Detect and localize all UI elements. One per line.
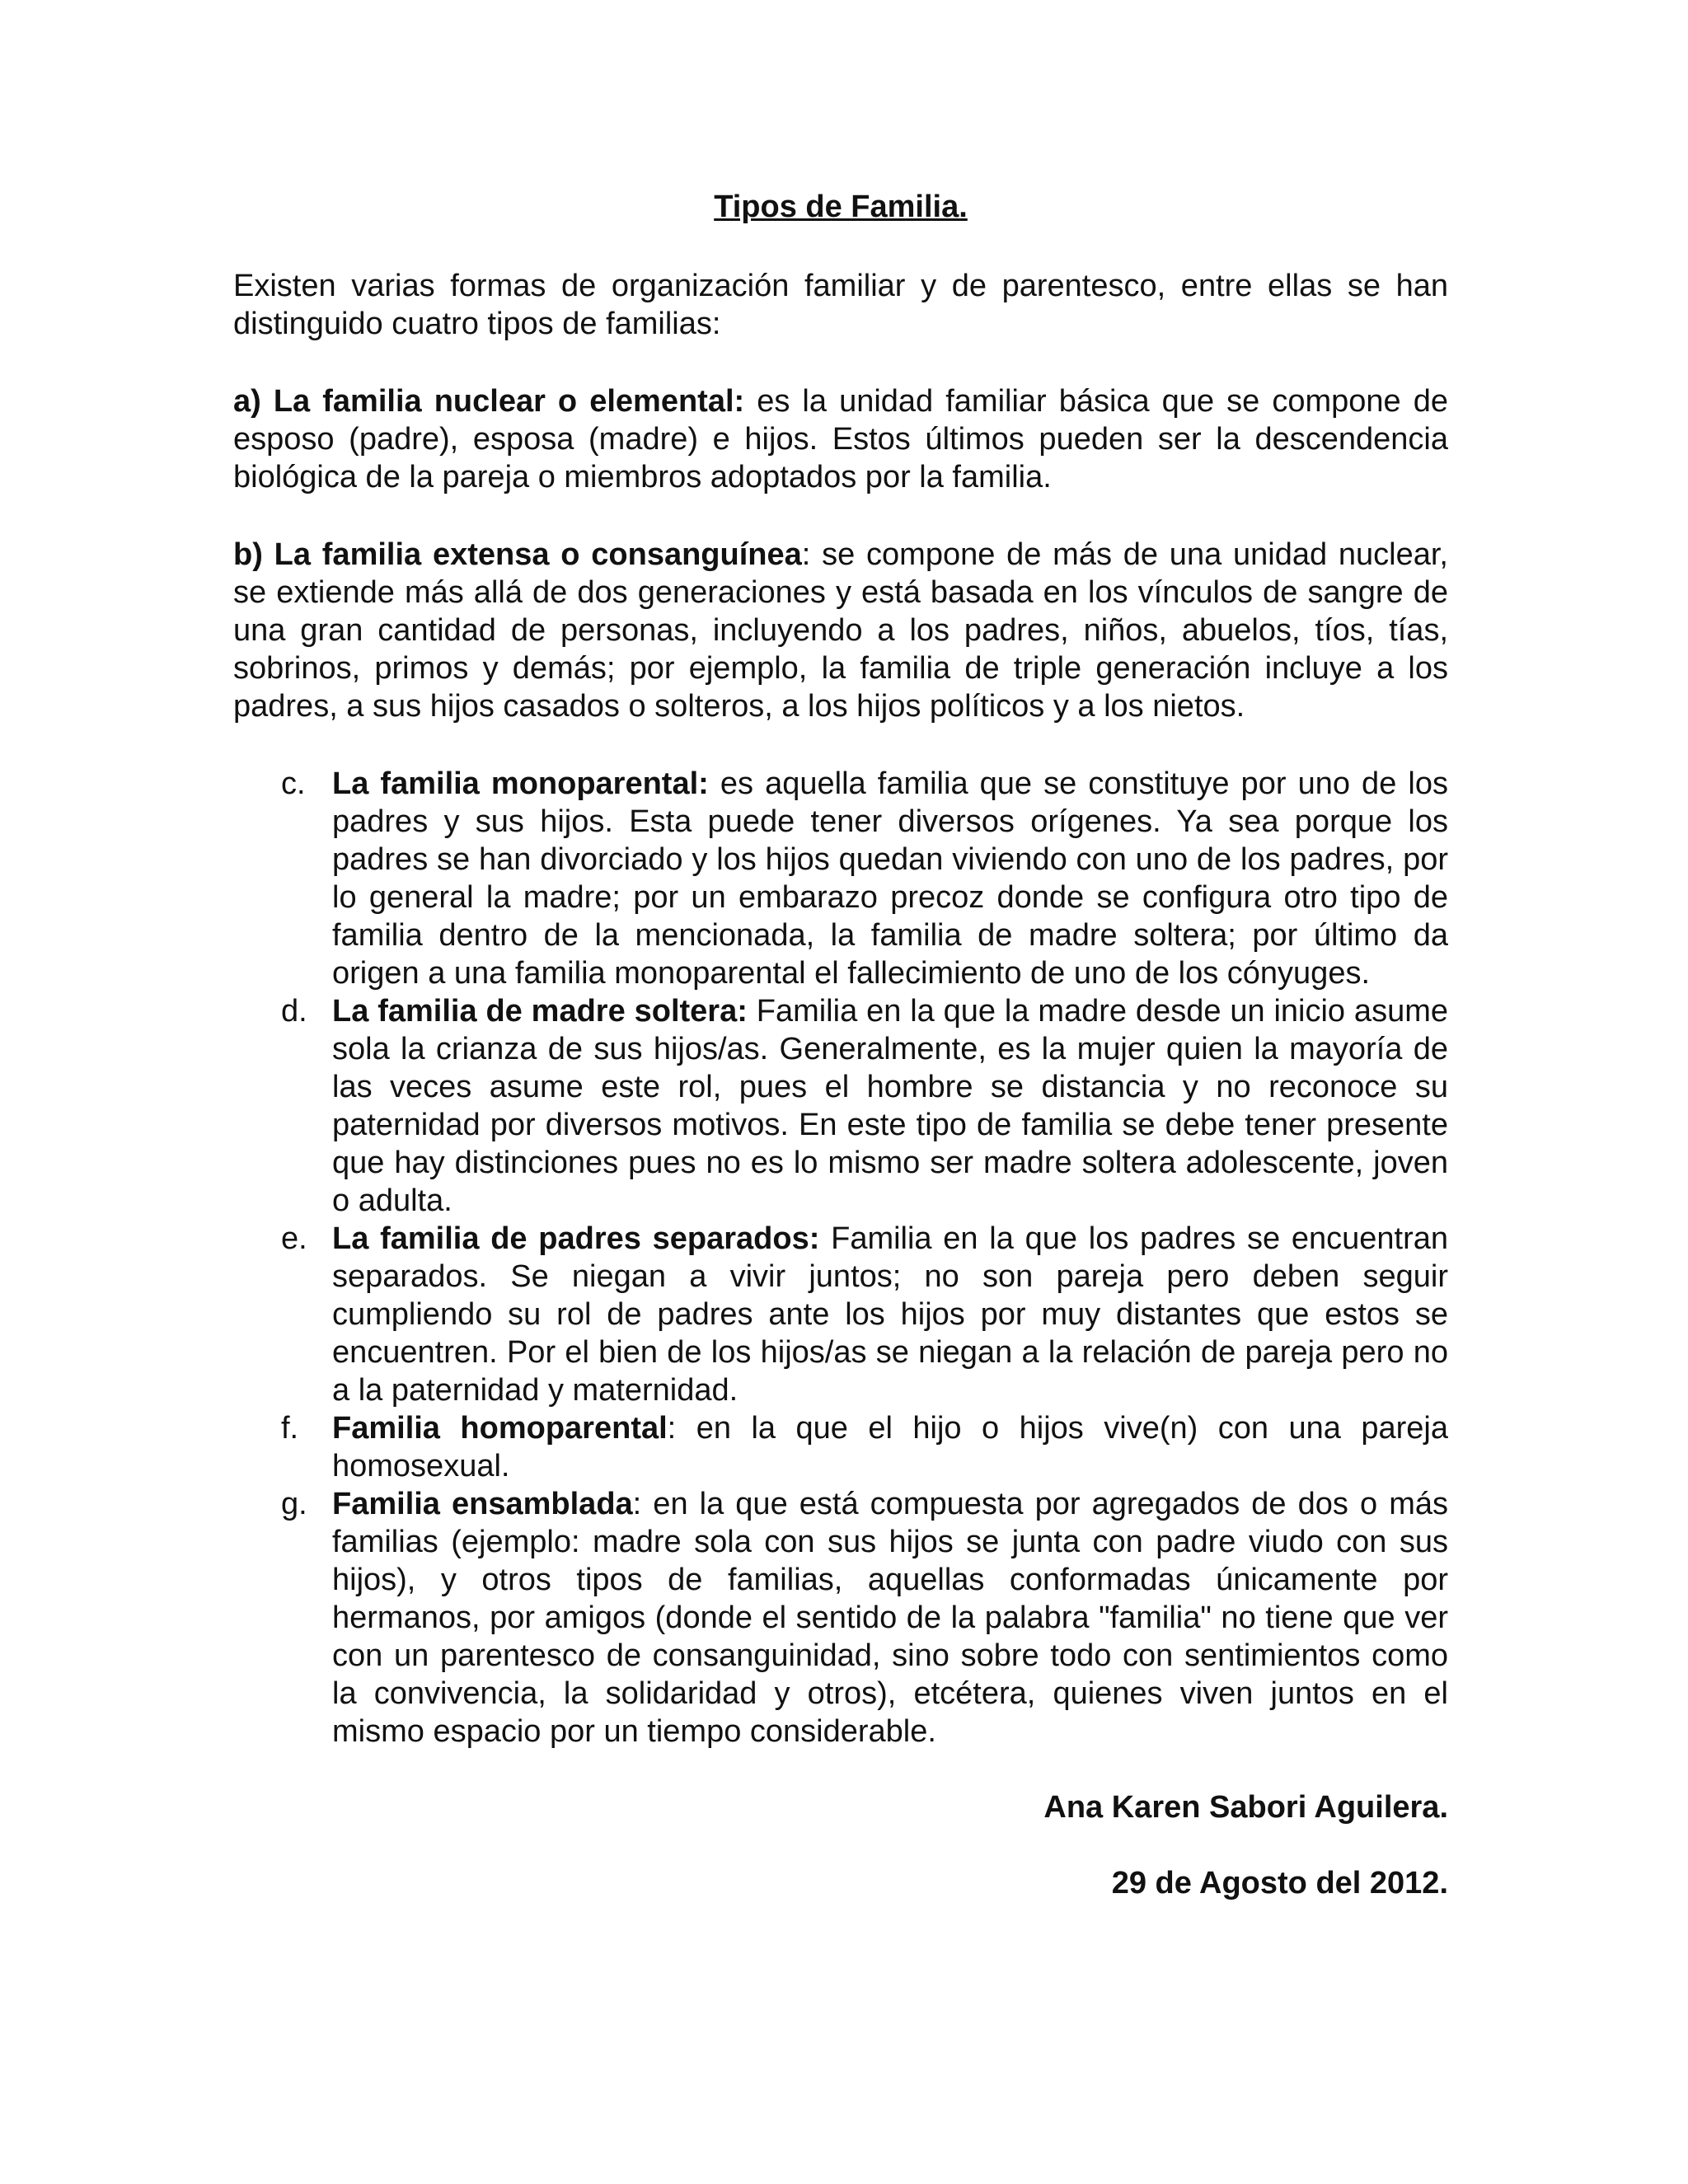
list-item-term: La familia monoparental: bbox=[332, 766, 709, 801]
section-nuclear-family bbox=[233, 382, 1448, 496]
list-item-single-mother bbox=[233, 992, 1448, 1220]
list-item-blended bbox=[233, 1485, 1448, 1750]
list-item-homoparental bbox=[233, 1409, 1448, 1485]
author-signature: Ana Karen Sabori Aguilera. bbox=[1043, 1790, 1448, 1825]
document-date: 29 de Agosto del 2012. bbox=[1111, 1866, 1448, 1900]
list-marker: f. bbox=[281, 1411, 299, 1446]
list-item-term: La familia de padres separados: bbox=[332, 1221, 820, 1256]
list-marker: c. bbox=[281, 766, 306, 801]
list-item-monoparental bbox=[233, 765, 1448, 992]
list-item-text: Familia en la que la madre desde un inicio asume sola la crianza de sus hijos/as. Generalmente, es la mujer quien la mayoría de las veces asume este rol, pues el hombre se distancia y no reconoce su paternidad por diversos motivos. En este tipo de familia se debe tener presente que hay distinciones pues no es lo mismo ser madre soltera adolescente, joven o adulta. bbox=[332, 994, 1448, 1218]
list-marker: e. bbox=[281, 1221, 307, 1256]
list-item-term: La familia de madre soltera: bbox=[332, 994, 748, 1029]
list-item-term: Familia homoparental bbox=[332, 1411, 668, 1446]
list-item-term: Familia ensamblada bbox=[332, 1487, 633, 1521]
section-extended-family-term: b) La familia extensa o consanguínea bbox=[233, 537, 802, 572]
section-extended-family bbox=[233, 536, 1448, 725]
intro-paragraph: Existen varias formas de organización familiar y de parentesco, entre ellas se han distinguido cuatro tipos de familias: bbox=[233, 269, 1448, 341]
list-item-separated-parents bbox=[233, 1220, 1448, 1409]
list-marker: d. bbox=[281, 994, 307, 1029]
list-item-text: : en la que está compuesta por agregados de dos o más familias (ejemplo: madre sola con sus hijos se junta con padre viudo con sus hijos), y otros tipos de familias, aquellas conformadas únicamente por hermanos, por amigos (donde el sentido de la palabra "familia" no tiene que ver con un parentesco de consanguinidad, sino sobre todo con sentimientos como la convivencia, la solidaridad y otros), etcétera, quienes viven juntos en el mismo espacio por un tiempo considerable. bbox=[332, 1487, 1448, 1749]
section-extended-family-text: : se compone de más de una unidad nuclear, se extiende más allá de dos generaciones y está basada en los vínculos de sangre de una gran cantidad de personas, incluyendo a los padres, niños, abuelos, tíos, tías, sobrinos, primos y demás; por ejemplo, la familia de triple generación incluye a los padres, a sus hijos casados o solteros, a los hijos políticos y a los nietos. bbox=[233, 537, 1448, 724]
document-page bbox=[233, 188, 1448, 1902]
section-nuclear-family-term: a) La familia nuclear o elemental: bbox=[233, 384, 745, 419]
list-item-text: Familia en la que los padres se encuentran separados. Se niegan a vivir juntos; no son pareja pero deben seguir cumpliendo su rol de padres ante los hijos por muy distantes que estos se encuentren. Por el bien de los hijos/as se niegan a la relación de pareja pero no a la paternidad y maternidad. bbox=[332, 1221, 1448, 1408]
document-title: Tipos de Familia. bbox=[714, 190, 968, 224]
list-marker: g. bbox=[281, 1487, 307, 1521]
list-item-text: es aquella familia que se constituye por uno de los padres y sus hijos. Esta puede tener diversos orígenes. Ya sea porque los padres se han divorciado y los hijos quedan viviendo con uno de los padres, por lo general la madre; por un embarazo precoz donde se configura otro tipo de familia dentro de la mencionada, la familia de madre soltera; por último da origen a una familia monoparental el fallecimiento de uno de los cónyuges. bbox=[332, 766, 1448, 991]
family-types-list bbox=[233, 765, 1448, 1750]
section-nuclear-family-text: es la unidad familiar básica que se compone de esposo (padre), esposa (madre) e hijos. Estos últimos pueden ser la descendencia biológica de la pareja o miembros adoptados por la familia. bbox=[233, 384, 1448, 494]
list-item-text: : en la que el hijo o hijos vive(n) con una pareja homosexual. bbox=[332, 1411, 1448, 1483]
